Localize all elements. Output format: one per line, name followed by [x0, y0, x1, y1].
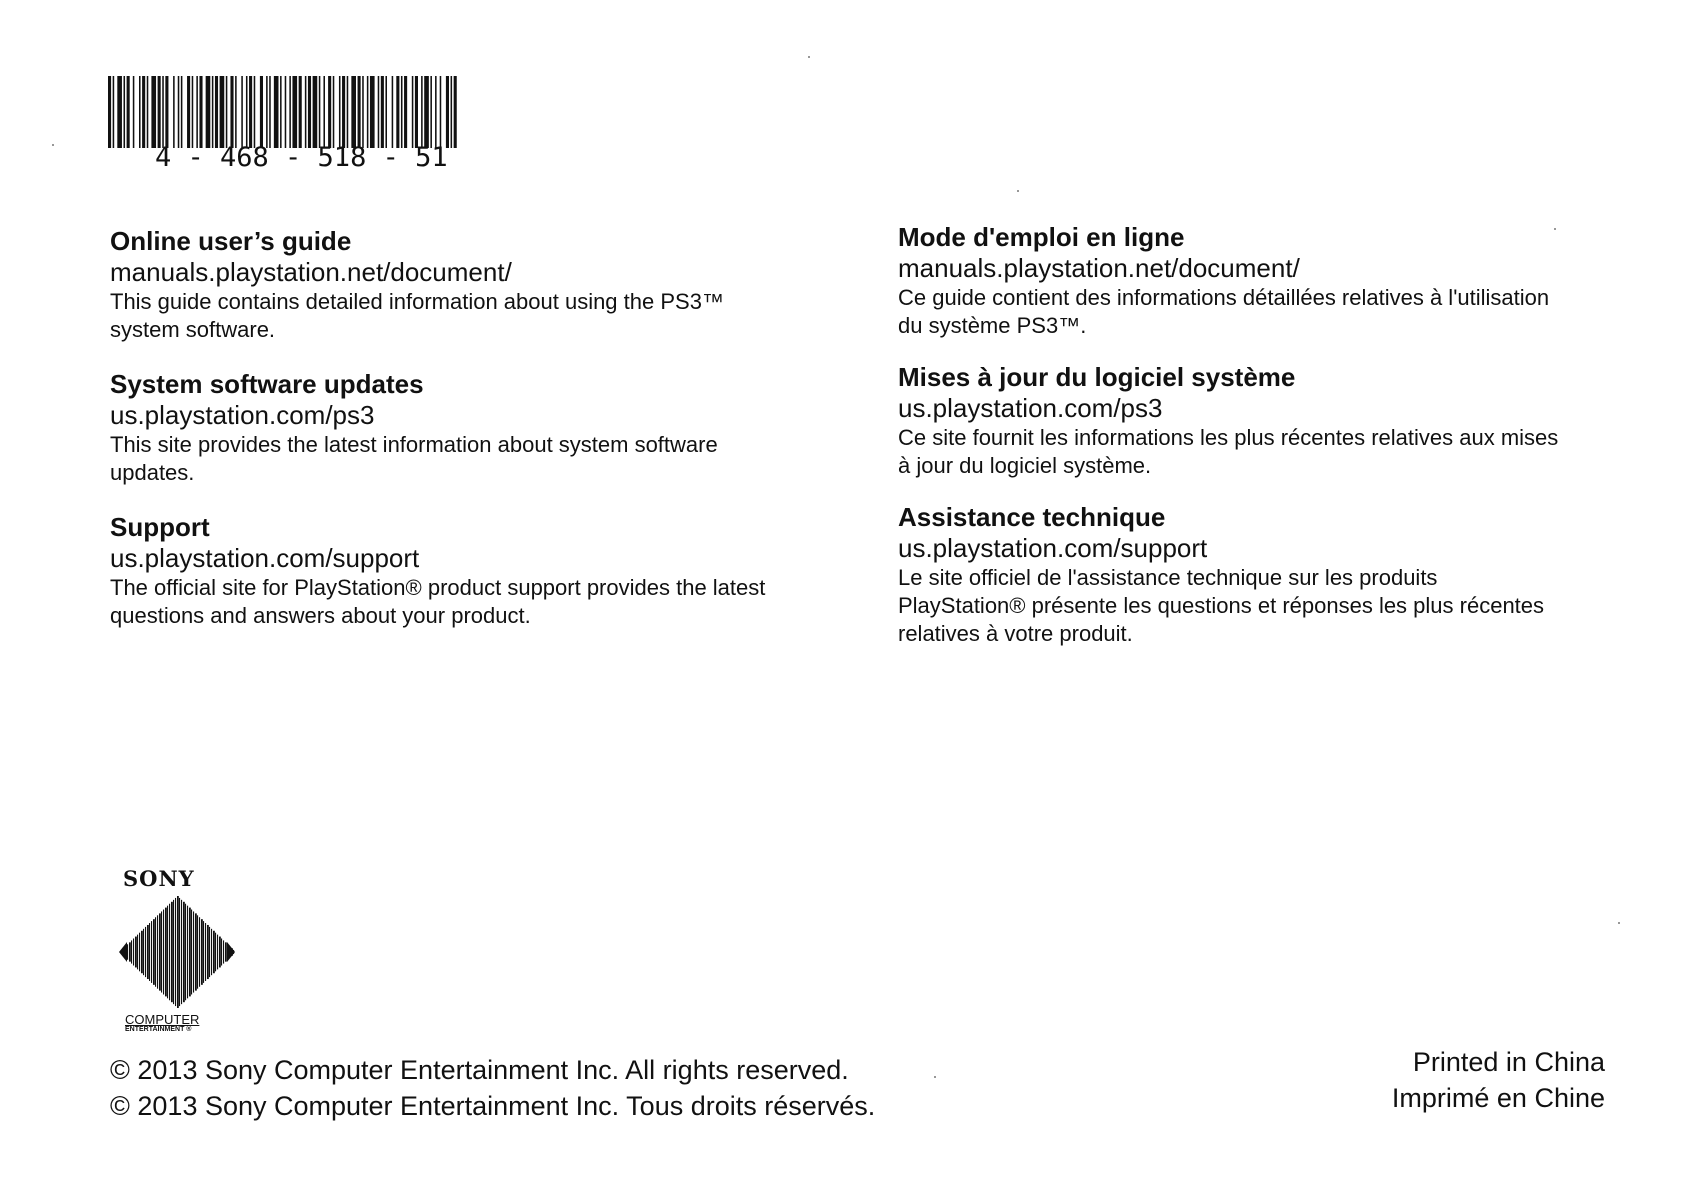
section-desc-line: du système PS3™. — [898, 313, 1087, 338]
section-url: us.playstation.com/support — [898, 533, 1208, 563]
section-title: System software updates — [110, 369, 424, 399]
section-desc-line: questions and answers about your product. — [110, 603, 531, 628]
section-title: Online user’s guide — [110, 226, 352, 256]
section-url: us.playstation.com/support — [110, 543, 420, 573]
print-speck — [934, 1076, 936, 1078]
copyright-english: © 2013 Sony Computer Entertainment Inc. All rights reserved. — [110, 1055, 849, 1085]
section-url: us.playstation.com/ps3 — [110, 400, 375, 430]
section-support — [110, 512, 830, 630]
section-desc-line: system software. — [110, 317, 276, 342]
copyright-block — [110, 1052, 875, 1124]
section-desc-line: Ce guide contient des informations détaillées relatives à l'utilisation — [898, 285, 1550, 310]
print-speck — [1554, 228, 1556, 230]
section-desc-line: This site provides the latest information about system software — [110, 432, 718, 457]
copyright-french: © 2013 Sony Computer Entertainment Inc. Tous droits réservés. — [110, 1091, 876, 1121]
print-speck — [1017, 190, 1019, 192]
barcode — [108, 76, 666, 148]
section-url: manuals.playstation.net/document/ — [110, 257, 512, 287]
section-desc-line: Ce site fournit les informations les plus récentes relatives aux mises — [898, 425, 1559, 450]
print-speck — [808, 56, 810, 58]
section-desc-line: à jour du logiciel système. — [898, 453, 1152, 478]
french-column — [898, 222, 1618, 670]
section-title: Support — [110, 512, 210, 542]
section-desc-line: updates. — [110, 460, 195, 485]
section-title: Assistance technique — [898, 502, 1166, 532]
section-assistance — [898, 502, 1618, 648]
section-software-updates — [110, 369, 830, 487]
barcode-number: 4 - 468 - 518 - 51 — [155, 142, 448, 173]
section-desc-line: relatives à votre produit. — [898, 621, 1133, 646]
section-mises-a-jour — [898, 362, 1618, 480]
sony-computer-entertainment-logo — [115, 866, 255, 1041]
section-title: Mode d'emploi en ligne — [898, 222, 1185, 252]
section-desc-line: Le site officiel de l'assistance technique sur les produits — [898, 565, 1438, 590]
section-url: us.playstation.com/ps3 — [898, 393, 1163, 423]
section-online-guide — [110, 226, 830, 344]
logo-computer-text: COMPUTER — [125, 1012, 200, 1027]
logo-entertainment-text: ENTERTAINMENT ® — [125, 1026, 192, 1033]
english-column — [110, 226, 830, 655]
section-desc-line: The official site for PlayStation® product support provides the latest — [110, 575, 766, 600]
section-url: manuals.playstation.net/document/ — [898, 253, 1300, 283]
section-mode-emploi — [898, 222, 1618, 340]
print-speck — [1618, 922, 1620, 924]
sce-emblem-icon — [115, 896, 240, 1011]
printed-in-french: Imprimé en Chine — [1391, 1083, 1605, 1113]
section-desc-line: PlayStation® présente les questions et réponses les plus récentes — [898, 593, 1545, 618]
printed-in-block — [1392, 1044, 1605, 1116]
printed-in-english: Printed in China — [1412, 1047, 1605, 1077]
sony-wordmark: SONY — [123, 866, 195, 891]
print-speck — [52, 144, 54, 146]
section-title: Mises à jour du logiciel système — [898, 362, 1296, 392]
section-desc-line: This guide contains detailed information about using the PS3™ — [110, 289, 724, 314]
